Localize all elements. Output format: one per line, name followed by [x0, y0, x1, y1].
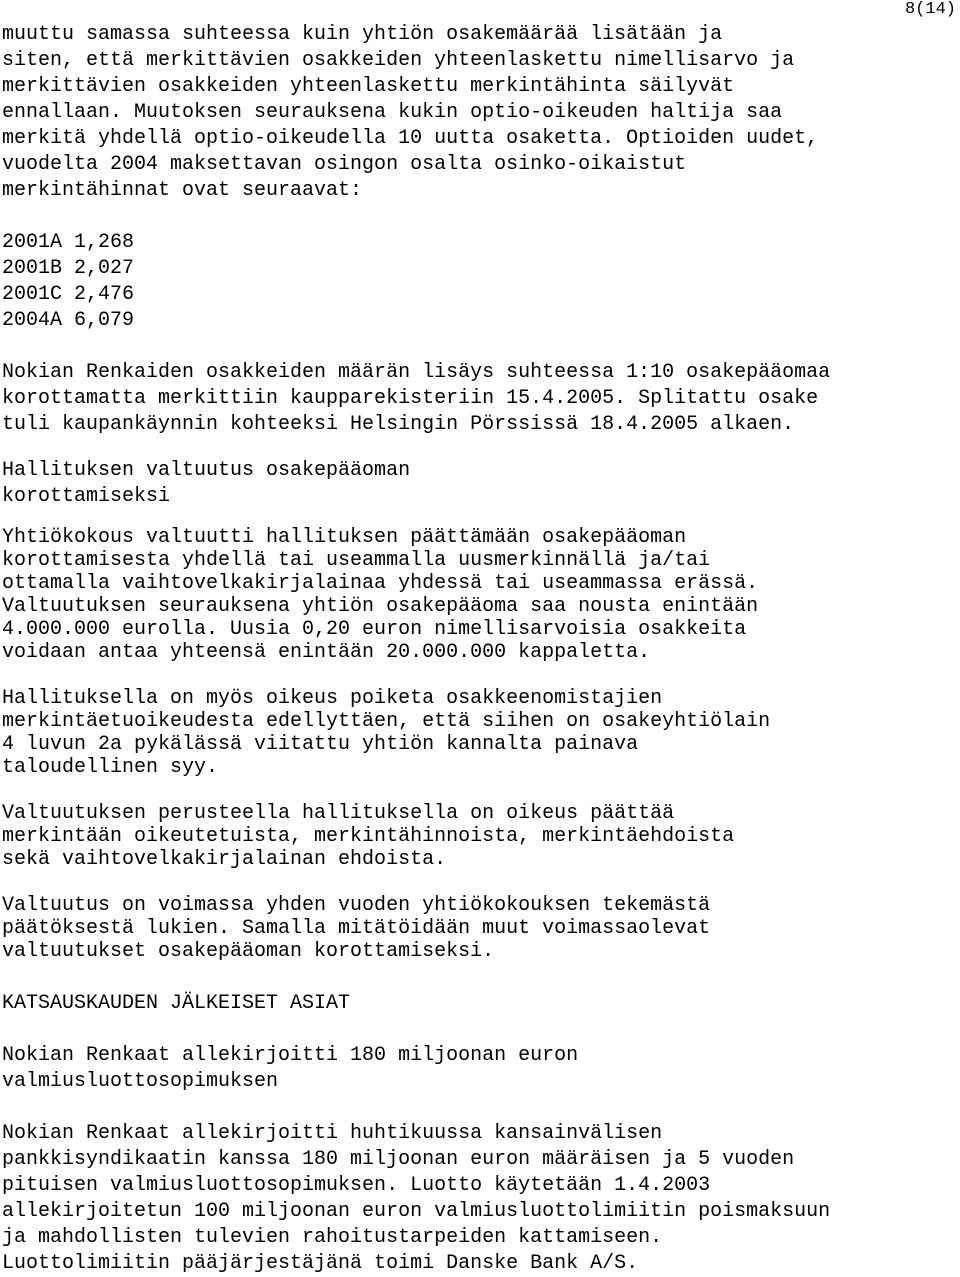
text-line: ja mahdollisten tulevien rahoitustarpeiden kattamiseen. [2, 1226, 663, 1249]
section-heading: KATSAUSKAUDEN JÄLKEISET ASIAT [2, 992, 351, 1015]
text-line: merkintähinnat ovat seuraavat: [2, 179, 363, 202]
credit-paragraph [2, 1121, 958, 1277]
authorization-heading [2, 458, 958, 510]
preemption-paragraph [2, 687, 958, 779]
text-line: Yhtiökokous valtuutti hallituksen päättämään osakepääoman [2, 526, 687, 549]
text-line: Hallituksella on myös oikeus poiketa osakkeenomistajien [2, 687, 663, 710]
text-line: muuttu samassa suhteessa kuin yhtiön osakemäärää lisätään ja [2, 23, 723, 46]
text-line: vuodelta 2004 maksettavan osingon osalta osinko-oikaistut [2, 153, 687, 176]
terms-paragraph [2, 802, 958, 871]
text-line: päätöksestä lukien. Samalla mitätöidään muut voimassaolevat [2, 917, 711, 940]
text-line: siten, että merkittävien osakkeiden yhteenlaskettu nimellisarvo ja [2, 49, 795, 72]
text-line: sekä vaihtovelkakirjalainan ehdoista. [2, 848, 447, 871]
validity-paragraph [2, 894, 958, 963]
text-line: merkintään oikeutetuista, merkintähinnoista, merkintäehdoista [2, 825, 735, 848]
credit-heading [2, 1043, 958, 1095]
text-line: Valtuutuksen seurauksena yhtiön osakepääoma saa nousta enintään [2, 595, 759, 618]
heading-line: Nokian Renkaat allekirjoitti 180 miljoonan euron [2, 1044, 579, 1067]
text-line: Luottolimiitin pääjärjestäjänä toimi Danske Bank A/S. [2, 1252, 639, 1275]
text-line: ennallaan. Muutoksen seurauksena kukin optio-oikeuden haltija saa [2, 101, 783, 124]
text-line: 4 luvun 2a pykälässä viitattu yhtiön kannalta painava [2, 733, 639, 756]
text-line: tuli kaupankäynnin kohteeksi Helsingin Pörssissä 18.4.2005 alkaen. [2, 413, 795, 436]
split-paragraph [2, 360, 958, 438]
heading-line: korottamiseksi [2, 485, 171, 508]
subscription-price-list [2, 230, 958, 334]
intro-paragraph [2, 22, 958, 204]
text-line: merkitä yhdellä optio-oikeudella 10 uutta osaketta. Optioiden uudet, [2, 127, 819, 150]
price-row: 2001A 1,268 [2, 231, 135, 254]
text-line: pituisen valmiusluottosopimuksen. Luotto käytetään 1.4.2003 [2, 1174, 711, 1197]
text-line: korottamatta merkittiin kaupparekisteriin 15.4.2005. Splitattu osake [2, 387, 819, 410]
page-number: 8(14) [904, 0, 956, 19]
document-body [2, 22, 958, 1277]
text-line: merkintäetuoikeudesta edellyttäen, että siihen on osakeyhtiölain [2, 710, 771, 733]
text-line: pankkisyndikaatin kanssa 180 miljoonan euron määräisen ja 5 vuoden [2, 1148, 795, 1171]
text-line: valtuutukset osakepääoman korottamiseksi. [2, 940, 495, 963]
text-line: taloudellinen syy. [2, 756, 219, 779]
heading-line: valmiusluottosopimuksen [2, 1070, 279, 1093]
text-line: 4.000.000 eurolla. Uusia 0,20 euron nimellisarvoisia osakkeita [2, 618, 747, 641]
text-line: allekirjoitetun 100 miljoonan euron valmiusluottolimiitin poismaksuun [2, 1200, 831, 1223]
text-line: Nokian Renkaat allekirjoitti huhtikuussa kansainvälisen [2, 1122, 663, 1145]
text-line: voidaan antaa yhteensä enintään 20.000.000 kappaletta. [2, 641, 651, 664]
text-line: korottamisesta yhdellä tai useammalla uusmerkinnällä ja/tai [2, 549, 711, 572]
text-line: Nokian Renkaiden osakkeiden määrän lisäys suhteessa 1:10 osakepääomaa [2, 361, 831, 384]
price-row: 2001B 2,027 [2, 257, 135, 280]
heading-line: Hallituksen valtuutus osakepääoman [2, 459, 411, 482]
text-line: Valtuutus on voimassa yhden vuoden yhtiökokouksen tekemästä [2, 894, 711, 917]
text-line: Valtuutuksen perusteella hallituksella on oikeus päättää [2, 802, 675, 825]
text-line: merkittävien osakkeiden yhteenlaskettu merkintähinta säilyvät [2, 75, 735, 98]
text-line: ottamalla vaihtovelkakirjalainaa yhdessä tai useammassa erässä. [2, 572, 759, 595]
price-row: 2001C 2,476 [2, 283, 135, 306]
authorization-paragraph [2, 526, 958, 664]
price-row: 2004A 6,079 [2, 309, 135, 332]
